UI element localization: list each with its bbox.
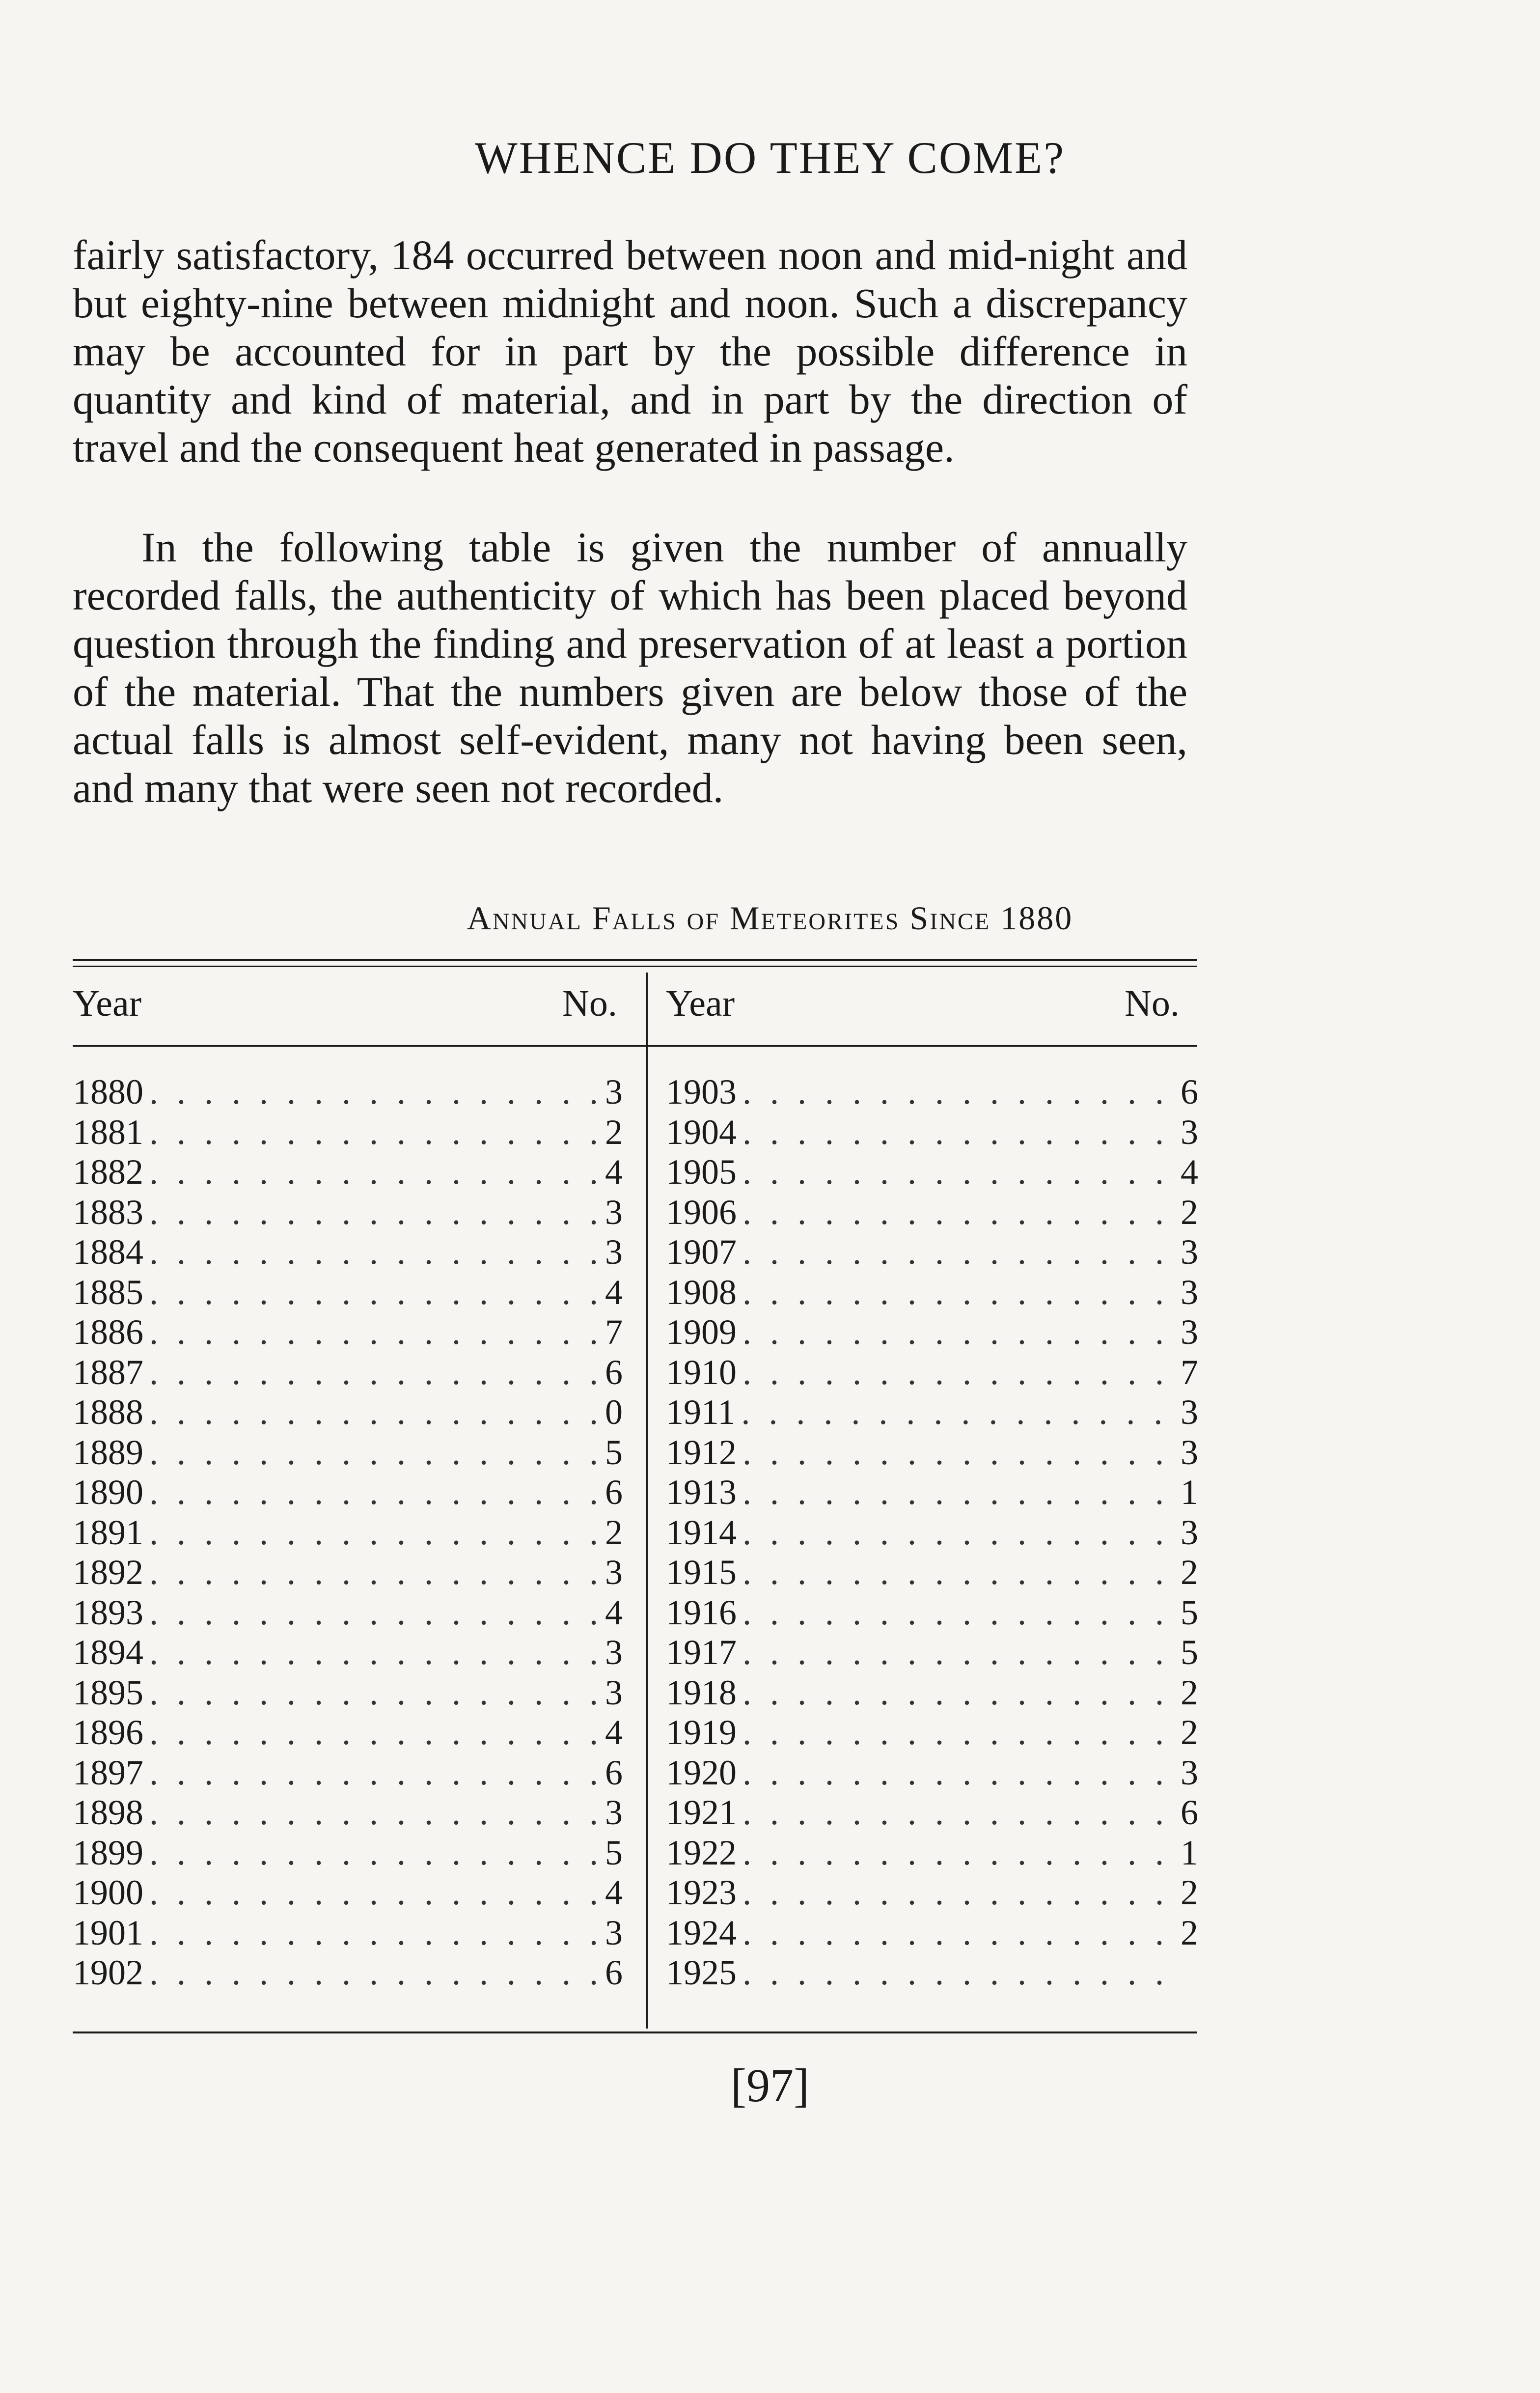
count-cell: 4 [605, 1873, 623, 1912]
count-cell: 2 [605, 1112, 623, 1152]
running-head: WHENCE DO THEY COME? [474, 133, 1066, 183]
count-cell: 1 [1181, 1473, 1198, 1512]
dot-leader [742, 1713, 1173, 1753]
table-row [73, 1833, 623, 1873]
table-row [73, 1433, 623, 1473]
dot-leader [742, 1433, 1173, 1473]
dot-leader [149, 1113, 597, 1153]
table-row [666, 1513, 1198, 1553]
year-cell: 1924 [666, 1913, 737, 1952]
count-cell: 4 [605, 1272, 623, 1312]
table-row [73, 1193, 623, 1233]
year-cell: 1901 [73, 1913, 143, 1952]
dot-leader [742, 1113, 1173, 1153]
year-cell: 1891 [73, 1512, 143, 1552]
year-cell: 1913 [666, 1473, 737, 1512]
dot-leader [742, 1793, 1173, 1833]
table-row [666, 1633, 1198, 1673]
column-divider [646, 973, 648, 2029]
count-cell: 7 [605, 1312, 623, 1352]
table-row [666, 1113, 1198, 1153]
dot-leader [149, 1193, 597, 1233]
header-rule [73, 1045, 1197, 1047]
year-cell: 1907 [666, 1232, 737, 1272]
dot-leader [742, 1953, 1173, 1993]
count-cell: 5 [605, 1833, 623, 1872]
year-cell: 1922 [666, 1833, 737, 1872]
count-cell: 7 [1181, 1352, 1198, 1392]
count-cell: 3 [1181, 1432, 1198, 1472]
table-row [73, 1152, 623, 1193]
count-cell: 6 [1181, 1072, 1198, 1112]
dot-leader [742, 1873, 1173, 1913]
table-row [666, 1713, 1198, 1753]
dot-leader [742, 1152, 1173, 1193]
count-cell: 2 [1181, 1553, 1198, 1592]
table-row [73, 1473, 623, 1513]
left-no-header: No. [562, 983, 617, 1024]
count-cell: 6 [605, 1473, 623, 1512]
year-cell: 1909 [666, 1312, 737, 1352]
year-cell: 1918 [666, 1672, 737, 1712]
table-row [666, 1913, 1198, 1953]
count-cell: 2 [1181, 1873, 1198, 1912]
count-cell: 3 [605, 1232, 623, 1272]
count-cell: 6 [1181, 1793, 1198, 1832]
table-row [666, 1312, 1198, 1353]
table-row [73, 1232, 623, 1273]
count-cell: 4 [1181, 1152, 1198, 1192]
year-cell: 1910 [666, 1352, 737, 1392]
year-cell: 1903 [666, 1072, 737, 1112]
count-cell: 3 [1181, 1112, 1198, 1152]
count-cell: 2 [605, 1512, 623, 1552]
count-cell: 3 [1181, 1392, 1198, 1432]
table-row [666, 1273, 1198, 1313]
year-cell: 1905 [666, 1152, 737, 1192]
count-cell: 2 [1181, 1672, 1198, 1712]
count-cell: 3 [1181, 1232, 1198, 1272]
count-cell: 4 [605, 1592, 623, 1632]
count-cell: 3 [1181, 1512, 1198, 1552]
year-cell: 1915 [666, 1553, 737, 1592]
year-cell: 1884 [73, 1232, 143, 1272]
paragraph-1: fairly satisfactory, 184 occurred between noon and mid-night and but eighty-nine between midnight and noon. Such a discrepancy may be accounted for in part by the possible difference in quantity and kind of material, and in part by the direction of travel and the consequent heat generated in passage. [73, 231, 1187, 471]
year-cell: 1925 [666, 1953, 737, 1992]
year-cell: 1893 [73, 1592, 143, 1632]
dot-leader [742, 1353, 1173, 1393]
year-cell: 1919 [666, 1713, 737, 1752]
year-cell: 1920 [666, 1753, 737, 1792]
count-cell: 3 [1181, 1312, 1198, 1352]
table-row [73, 1593, 623, 1633]
dot-leader [149, 1232, 597, 1273]
dot-leader [742, 1273, 1173, 1313]
table-row [666, 1873, 1198, 1913]
dot-leader [742, 1553, 1173, 1593]
dot-leader [149, 1753, 597, 1793]
count-cell: 2 [1181, 1192, 1198, 1232]
dot-leader [741, 1392, 1173, 1433]
table-row [666, 1833, 1198, 1873]
year-cell: 1881 [73, 1112, 143, 1152]
count-cell: 5 [1181, 1633, 1198, 1672]
table-row [666, 1232, 1198, 1273]
count-cell: 3 [605, 1913, 623, 1952]
dot-leader [149, 1392, 597, 1433]
table-row [666, 1753, 1198, 1793]
dot-leader [149, 1152, 597, 1193]
table-row [73, 1312, 623, 1353]
dot-leader [742, 1833, 1173, 1873]
year-cell: 1883 [73, 1192, 143, 1232]
table-row [666, 1793, 1198, 1833]
dot-leader [742, 1593, 1173, 1633]
year-cell: 1921 [666, 1793, 737, 1832]
year-cell: 1912 [666, 1432, 737, 1472]
count-cell: 3 [605, 1633, 623, 1672]
table-row [73, 1673, 623, 1713]
table-row [73, 1353, 623, 1393]
dot-leader [149, 1713, 597, 1753]
count-cell: 3 [605, 1793, 623, 1832]
year-cell: 1917 [666, 1633, 737, 1672]
left-column-rows [73, 1072, 623, 1993]
year-cell: 1898 [73, 1793, 143, 1832]
year-cell: 1914 [666, 1512, 737, 1552]
table-title: Annual Falls of Meteorites Since 1880 [467, 899, 1073, 937]
count-cell: 3 [605, 1553, 623, 1592]
year-cell: 1894 [73, 1633, 143, 1672]
year-cell: 1908 [666, 1272, 737, 1312]
year-cell: 1900 [73, 1873, 143, 1912]
table-row [73, 1113, 623, 1153]
dot-leader [742, 1913, 1173, 1953]
count-cell: 2 [1181, 1713, 1198, 1752]
count-cell: 3 [1181, 1753, 1198, 1792]
page-number: [97] [731, 2059, 809, 2112]
count-cell: 6 [605, 1352, 623, 1392]
table-row [73, 1793, 623, 1833]
table-top-rule-inner [73, 966, 1197, 967]
table-row [73, 1753, 623, 1793]
year-cell: 1890 [73, 1473, 143, 1512]
dot-leader [149, 1273, 597, 1313]
table-row [73, 1873, 623, 1913]
table-row [666, 1193, 1198, 1233]
dot-leader [149, 1633, 597, 1673]
dot-leader [742, 1473, 1173, 1513]
year-cell: 1897 [73, 1753, 143, 1792]
dot-leader [149, 1312, 597, 1353]
dot-leader [149, 1833, 597, 1873]
table-row [666, 1593, 1198, 1633]
right-year-header: Year [666, 983, 735, 1024]
table-row [73, 1553, 623, 1593]
table-row [73, 1513, 623, 1553]
dot-leader [149, 1593, 597, 1633]
year-cell: 1896 [73, 1713, 143, 1752]
count-cell: 1 [1181, 1833, 1198, 1872]
table-row [666, 1072, 1198, 1113]
count-cell: 6 [605, 1953, 623, 1992]
dot-leader [742, 1232, 1173, 1273]
table-row [73, 1072, 623, 1113]
table-row [73, 1273, 623, 1313]
table-row [666, 1353, 1198, 1393]
table-row [73, 1392, 623, 1433]
dot-leader [149, 1873, 597, 1913]
dot-leader [149, 1953, 597, 1993]
dot-leader [149, 1793, 597, 1833]
year-cell: 1882 [73, 1152, 143, 1192]
right-no-header: No. [1125, 983, 1180, 1024]
table-row [73, 1953, 623, 1993]
year-cell: 1906 [666, 1192, 737, 1232]
dot-leader [149, 1673, 597, 1713]
table-row [73, 1713, 623, 1753]
dot-leader [742, 1312, 1173, 1353]
table-row [666, 1392, 1198, 1433]
count-cell: 4 [605, 1713, 623, 1752]
table-top-rule [73, 959, 1197, 961]
dot-leader [742, 1673, 1173, 1713]
year-cell: 1899 [73, 1833, 143, 1872]
table-row [666, 1433, 1198, 1473]
count-cell: 5 [1181, 1592, 1198, 1632]
year-cell: 1904 [666, 1112, 737, 1152]
year-cell: 1889 [73, 1432, 143, 1472]
count-cell: 2 [1181, 1913, 1198, 1952]
dot-leader [742, 1193, 1173, 1233]
year-cell: 1923 [666, 1873, 737, 1912]
dot-leader [149, 1913, 597, 1953]
count-cell: 3 [605, 1672, 623, 1712]
dot-leader [742, 1753, 1173, 1793]
count-cell: 5 [605, 1432, 623, 1472]
year-cell: 1888 [73, 1392, 143, 1432]
dot-leader [742, 1513, 1173, 1553]
count-cell: 3 [605, 1192, 623, 1232]
dot-leader [149, 1072, 597, 1113]
table-row [666, 1553, 1198, 1593]
dot-leader [149, 1473, 597, 1513]
paragraph-2: In the following table is given the number of annually recorded falls, the authenticity of which has been placed beyond question through the finding and preservation of at least a portion of the material. That the numbers given are below those of the actual falls is almost self-evident, many not having been seen, and many that were seen not recorded. [73, 524, 1187, 811]
year-cell: 1916 [666, 1592, 737, 1632]
left-year-header: Year [73, 983, 142, 1024]
dot-leader [149, 1353, 597, 1393]
right-column-rows [666, 1072, 1198, 1993]
table-row [73, 1913, 623, 1953]
year-cell: 1895 [73, 1672, 143, 1712]
year-cell: 1880 [73, 1072, 143, 1112]
table-row [666, 1673, 1198, 1713]
count-cell: 3 [605, 1072, 623, 1112]
year-cell: 1886 [73, 1312, 143, 1352]
count-cell: 4 [605, 1152, 623, 1192]
year-cell: 1911 [666, 1392, 736, 1432]
dot-leader [149, 1513, 597, 1553]
dot-leader [149, 1553, 597, 1593]
table-row [666, 1152, 1198, 1193]
table-row [666, 1953, 1198, 1993]
dot-leader [742, 1633, 1173, 1673]
count-cell: 3 [1181, 1272, 1198, 1312]
table-row [666, 1473, 1198, 1513]
year-cell: 1892 [73, 1553, 143, 1592]
count-cell: 0 [605, 1392, 623, 1432]
count-cell: 6 [605, 1753, 623, 1792]
year-cell: 1885 [73, 1272, 143, 1312]
dot-leader [149, 1433, 597, 1473]
dot-leader [742, 1072, 1173, 1113]
year-cell: 1902 [73, 1953, 143, 1992]
table-bottom-rule [73, 2031, 1197, 2033]
table-row [73, 1633, 623, 1673]
year-cell: 1887 [73, 1352, 143, 1392]
